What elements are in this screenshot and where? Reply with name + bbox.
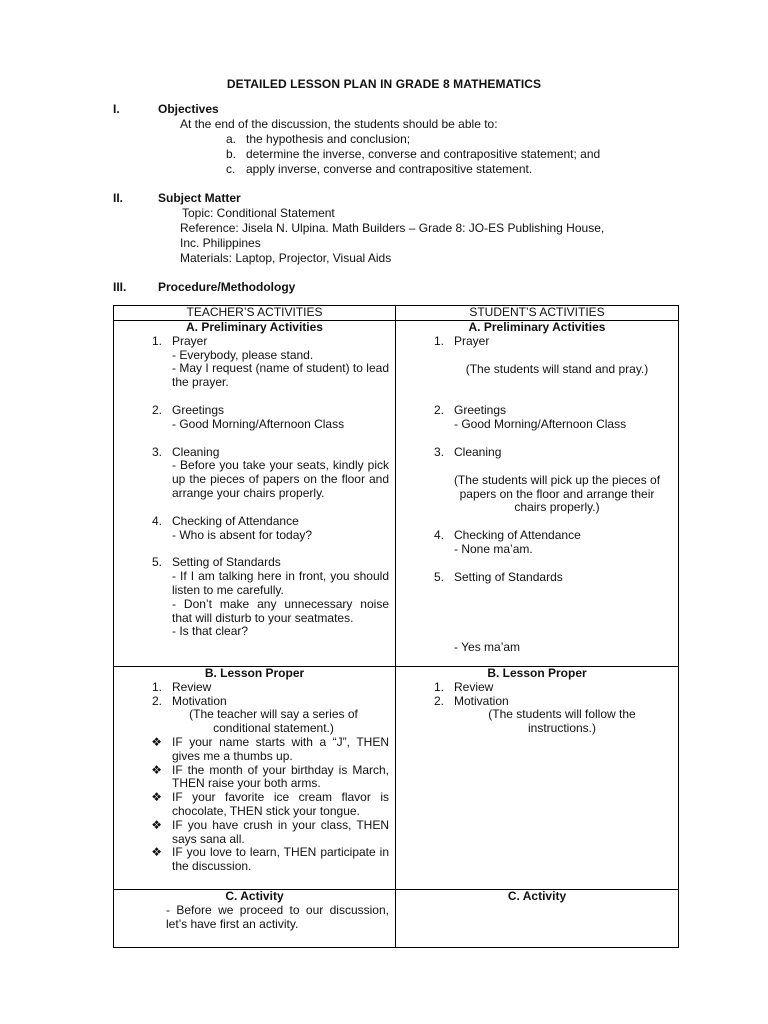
section-number: III. bbox=[113, 280, 127, 294]
list-item: 4. Checking of Attendance bbox=[433, 528, 581, 543]
teacher-activities-header: TEACHER’S ACTIVITIES bbox=[114, 306, 396, 321]
list-item: 2. Greetings bbox=[433, 403, 507, 418]
activity-title: C. Activity bbox=[507, 889, 567, 903]
objectives-heading: Objectives bbox=[158, 102, 219, 116]
lesson-proper-title: B. Lesson Proper bbox=[487, 666, 587, 680]
student-activity-cell bbox=[396, 890, 679, 948]
section-number: II. bbox=[113, 191, 124, 205]
diamond-bullet-icon: ❖ bbox=[151, 762, 162, 777]
list-item: 5. Setting of Standards bbox=[151, 555, 281, 570]
diamond-bullet-icon: ❖ bbox=[151, 734, 162, 749]
motivation-note: (The teacher will say a series of conditional statement.) bbox=[189, 707, 358, 736]
list-item: ❖ IF you have crush in your class, THEN says sana all. bbox=[120, 819, 389, 847]
list-item: 2. Motivation bbox=[151, 693, 227, 708]
list-item: 1. Review bbox=[433, 679, 494, 694]
objective-item-c: c. apply inverse, converse and contrapositive statement. bbox=[226, 162, 533, 176]
list-item: 3. Cleaning bbox=[433, 444, 502, 459]
prayer-response: (The students will stand and pray.) bbox=[465, 361, 649, 376]
attendance-response: - None ma’am. bbox=[454, 541, 533, 556]
list-item: 2. Greetings bbox=[151, 402, 225, 417]
activity-instruction: - Before we proceed to our discussion, let’s have first an activity. bbox=[166, 902, 389, 931]
list-item: 3. Cleaning bbox=[151, 444, 220, 459]
cleaning-response: (The students will pick up the pieces of papers on the floor and arrange their chairs properly.) bbox=[453, 472, 661, 515]
reference-line-cont: Inc. Philippines bbox=[180, 236, 261, 250]
standards-response: - Yes ma’am bbox=[454, 639, 521, 654]
objective-item-b: b. determine the inverse, converse and contrapositive statement; and bbox=[226, 147, 601, 161]
list-item: 5. Setting of Standards bbox=[433, 569, 563, 584]
list-item: ❖ IF you love to learn, THEN participate in the discussion. bbox=[120, 846, 389, 874]
standards-rule-2: - Don’t make any unnecessary noise that will disturb to your seatmates. bbox=[172, 596, 389, 625]
attendance-question: - Who is absent for today? bbox=[172, 527, 313, 542]
subject-matter-heading: Subject Matter bbox=[158, 191, 241, 205]
greetings-response: - Good Morning/Afternoon Class bbox=[454, 417, 627, 432]
list-item: 2. Motivation bbox=[433, 693, 509, 708]
prayer-request: - May I request (name of student) to lead the prayer. bbox=[172, 361, 389, 390]
list-item: ❖ IF your favorite ice cream flavor is chocolate, THEN stick your tongue. bbox=[120, 791, 389, 819]
standards-question: - Is that clear? bbox=[172, 624, 249, 639]
prayer-instruction: - Everybody, please stand. bbox=[172, 347, 314, 362]
cleaning-instruction: - Before you take your seats, kindly pick up the pieces of papers on the floor and arrange your chairs properly. bbox=[172, 458, 389, 500]
lesson-proper-title: B. Lesson Proper bbox=[204, 666, 305, 680]
list-item: 1. Review bbox=[151, 679, 212, 694]
topic-line: Topic: Conditional Statement bbox=[182, 206, 335, 220]
list-item: 4. Checking of Attendance bbox=[151, 513, 299, 528]
diamond-bullet-icon: ❖ bbox=[151, 845, 162, 860]
list-item: ❖ IF your name starts with a “J”, THEN gives me a thumbs up. bbox=[120, 736, 389, 764]
objective-item-a: a. the hypothesis and conclusion; bbox=[226, 132, 411, 146]
materials-line: Materials: Laptop, Projector, Visual Aids bbox=[180, 251, 392, 265]
procedure-table bbox=[113, 305, 679, 948]
diamond-bullet-icon: ❖ bbox=[151, 790, 162, 805]
preliminary-title: A. Preliminary Activities bbox=[186, 320, 323, 334]
teacher-preliminary-cell bbox=[114, 321, 396, 667]
list-item: ❖ IF the month of your birthday is March, THEN raise your both arms. bbox=[120, 764, 389, 792]
procedure-heading: Procedure/Methodology bbox=[158, 280, 296, 294]
student-activities-header: STUDENT’S ACTIVITIES bbox=[396, 306, 679, 321]
motivation-response: (The students will follow the instructions.) bbox=[488, 707, 636, 736]
list-item: 1. Prayer bbox=[433, 333, 490, 348]
preliminary-title: A. Preliminary Activities bbox=[468, 320, 606, 334]
section-number: I. bbox=[113, 102, 120, 116]
standards-rule-1: - If I am talking here in front, you should listen to me carefully. bbox=[172, 569, 389, 597]
diamond-bullet-icon: ❖ bbox=[151, 817, 162, 832]
reference-line: Reference: Jisela N. Ulpina. Math Builders – Grade 8: JO-ES Publishing House, bbox=[180, 221, 605, 235]
teacher-activity-cell bbox=[114, 890, 396, 948]
activity-title: C. Activity bbox=[225, 889, 284, 903]
student-lesson-proper-cell bbox=[396, 667, 679, 890]
list-item: 1. Prayer bbox=[151, 333, 208, 348]
document-title: DETAILED LESSON PLAN IN GRADE 8 MATHEMATICS bbox=[226, 77, 542, 91]
teacher-lesson-proper-cell bbox=[114, 667, 396, 890]
student-preliminary-cell bbox=[396, 321, 679, 667]
greetings-text: - Good Morning/Afternoon Class bbox=[172, 416, 345, 431]
objectives-intro: At the end of the discussion, the students should be able to: bbox=[180, 117, 498, 131]
